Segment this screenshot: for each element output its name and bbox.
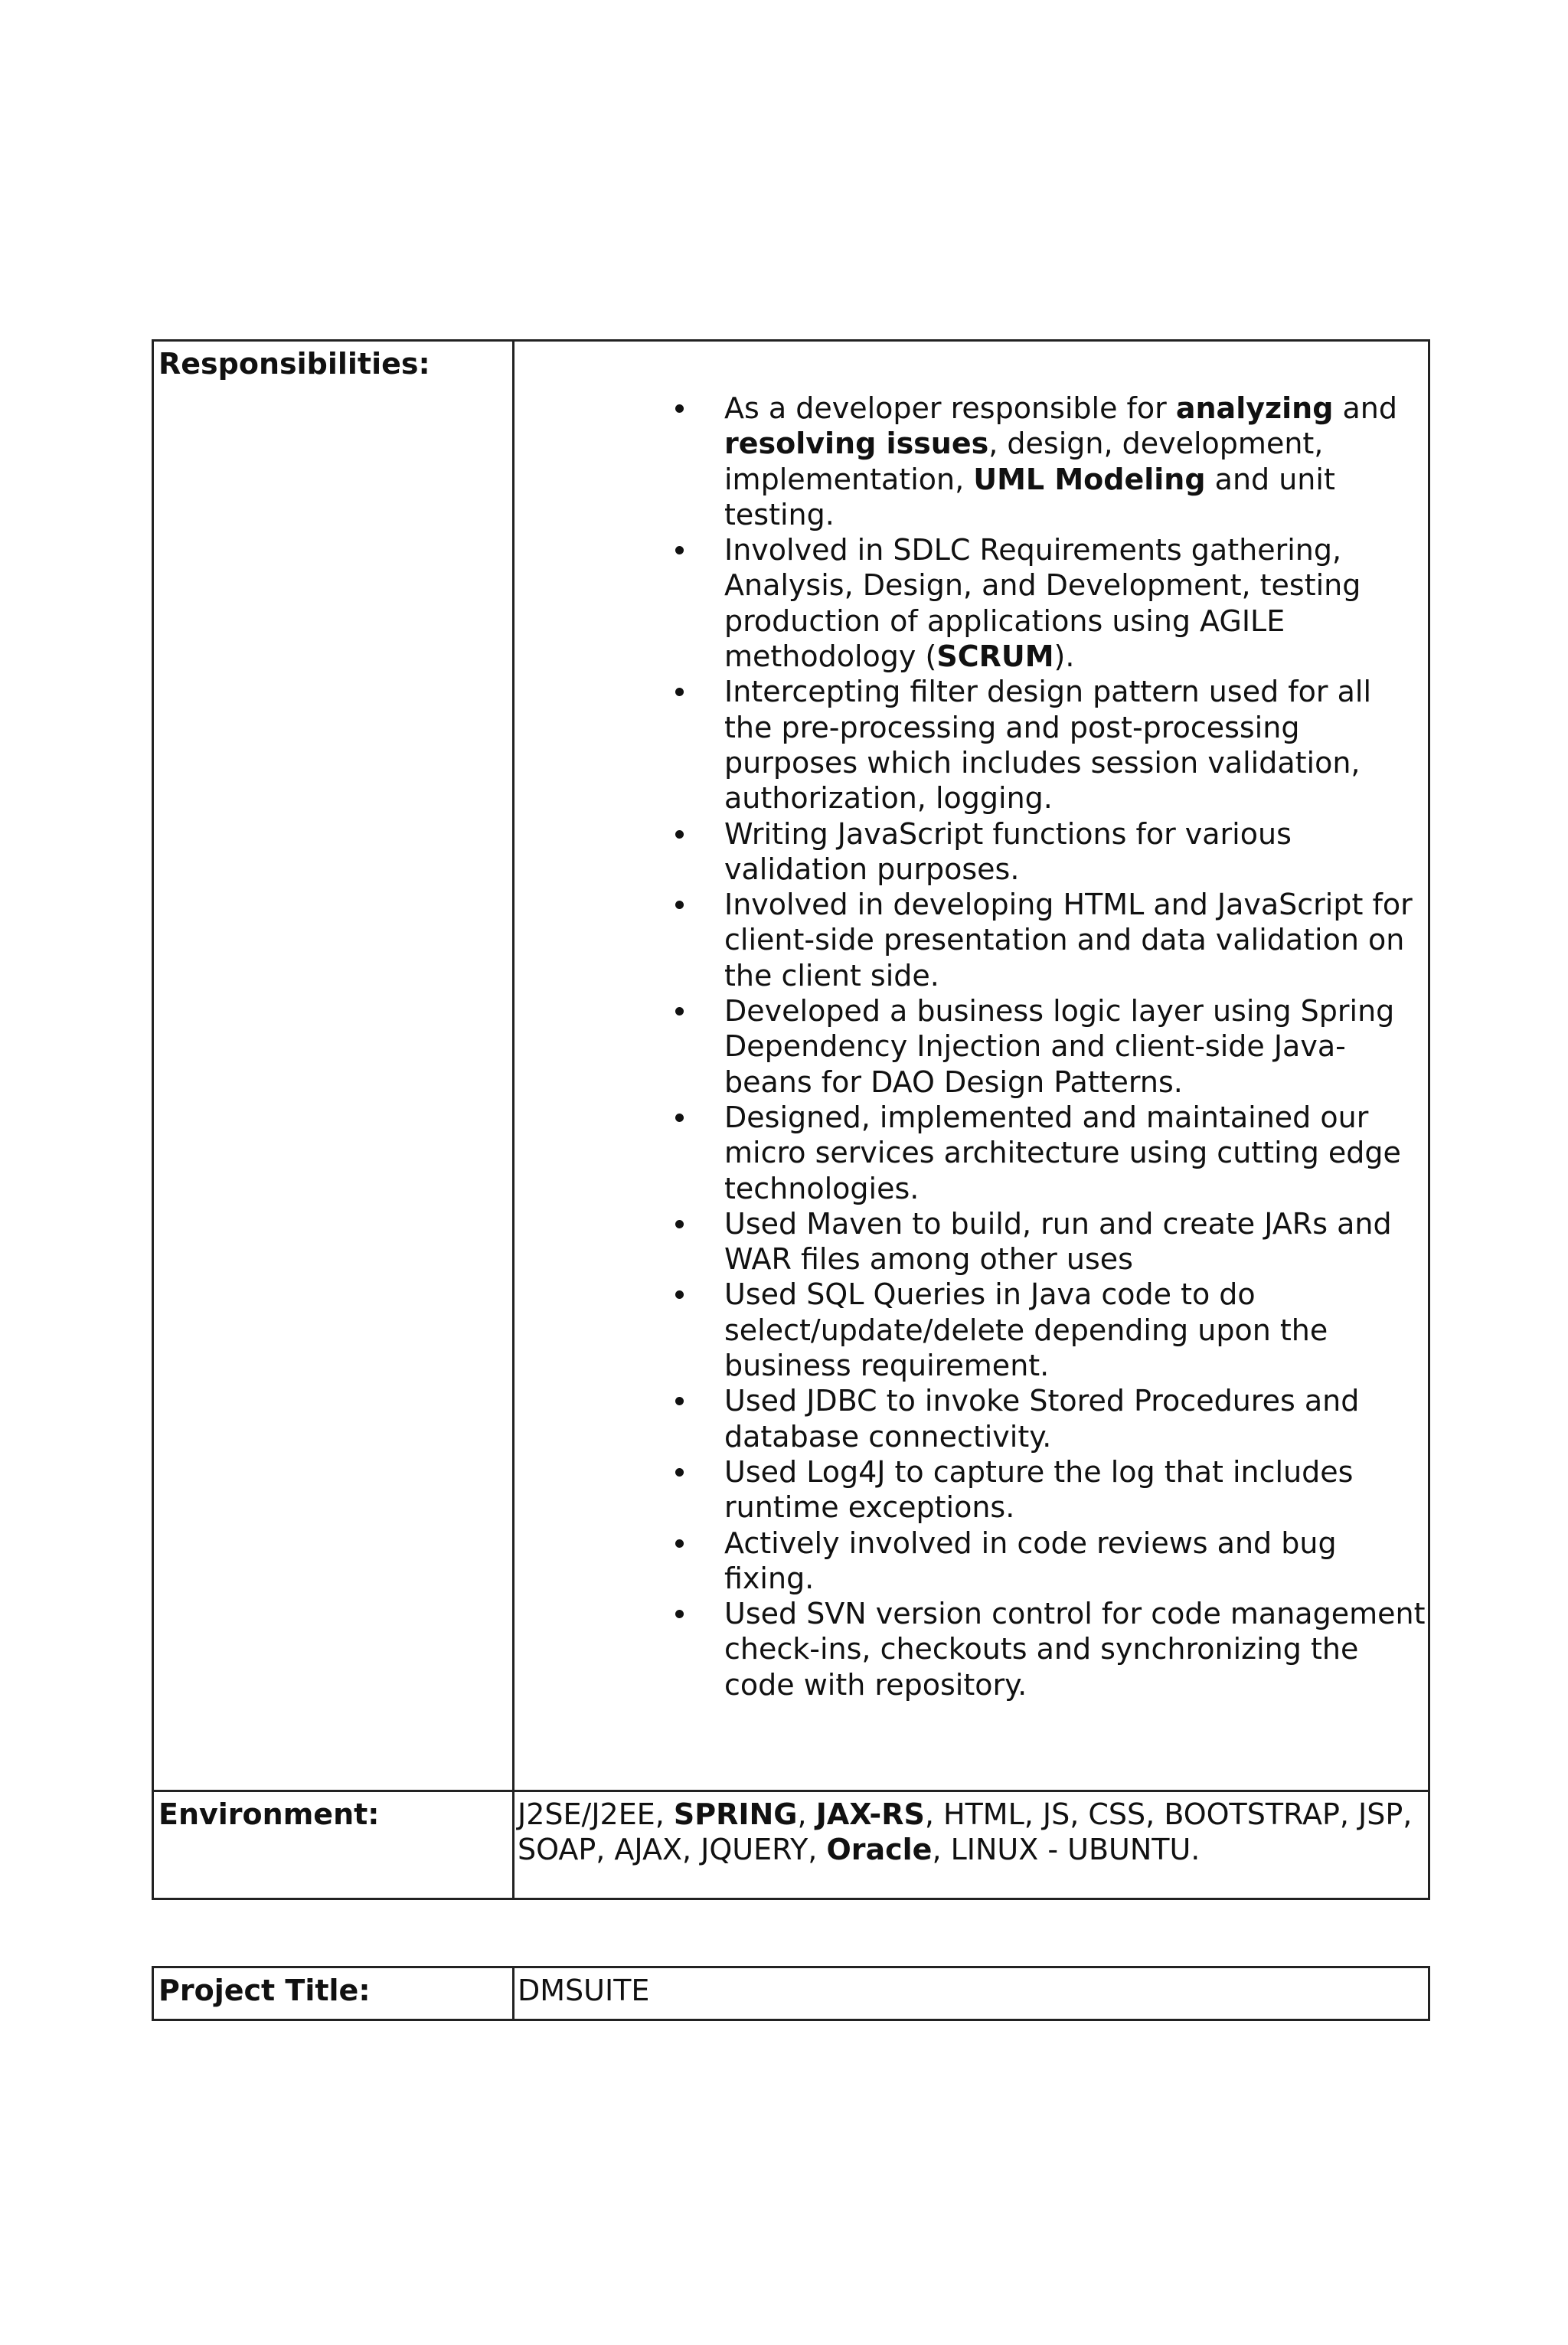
text-segment: , <box>797 1797 816 1831</box>
bullet-icon <box>675 1468 684 1477</box>
bold-text: JAX-RS <box>815 1797 925 1831</box>
bullet-icon <box>675 1114 684 1122</box>
text-segment: Intercepting filter design pattern used for all the pre-processing and post-processing purposes which includes session validation, authorization, logging. <box>724 675 1371 816</box>
responsibilities-cell <box>514 341 1429 1791</box>
text-segment: Designed, implemented and maintained our micro services architecture using cutting edge technologies. <box>724 1100 1401 1205</box>
text-segment: Used SVN version control for code management check-ins, checkouts and synchronizing the code with repository. <box>724 1597 1426 1702</box>
text-segment: Developed a business logic layer using Spring Dependency Injection and client-side Java-beans for DAO Design Patterns. <box>724 994 1395 1099</box>
responsibility-item <box>675 1206 1428 1277</box>
responsibility-item <box>675 532 1428 674</box>
text-segment: Used SQL Queries in Java code to do select/update/delete depending upon the business requirement. <box>724 1277 1328 1383</box>
bullet-icon <box>675 1220 684 1228</box>
bullet-icon <box>675 404 684 413</box>
bold-text: SCRUM <box>936 639 1054 674</box>
bold-text: SPRING <box>673 1797 798 1831</box>
responsibility-item <box>675 391 1428 532</box>
text-segment: Used Log4J to capture the log that includes runtime exceptions. <box>724 1454 1354 1525</box>
responsibility-item <box>675 993 1428 1100</box>
responsibility-item <box>675 1526 1428 1597</box>
text-segment: , HTML, JS, CSS, BOOTSTRAP, JSP, SOAP, AJAX, JQUERY, <box>518 1797 1413 1866</box>
bullet-icon <box>675 688 684 696</box>
bold-text: analyzing <box>1175 391 1334 425</box>
responsibility-item <box>675 1277 1428 1383</box>
text-segment: , LINUX - UBUNTU. <box>932 1833 1200 1866</box>
environment-row <box>153 1791 1429 1899</box>
responsibility-item <box>675 1383 1428 1454</box>
bullet-icon <box>675 1290 684 1299</box>
bold-text: UML Modeling <box>973 462 1206 496</box>
project-table <box>152 1966 1430 2021</box>
bullet-icon <box>675 830 684 839</box>
responsibility-item <box>675 887 1428 993</box>
details-table <box>152 339 1430 1900</box>
responsibilities-label: Responsibilities: <box>153 341 514 1791</box>
project-title-row <box>153 1967 1429 2020</box>
responsibility-item <box>675 1454 1428 1526</box>
responsibility-item <box>675 1596 1428 1702</box>
responsibility-item <box>675 816 1428 888</box>
project-title-value: DMSUITE <box>514 1967 1429 2020</box>
responsibility-item <box>675 674 1428 816</box>
bold-text: resolving issues <box>724 427 989 461</box>
bullet-icon <box>675 546 684 554</box>
environment-label: Environment: <box>153 1791 514 1899</box>
text-segment: As a developer responsible for <box>724 391 1176 425</box>
responsibility-item <box>675 1100 1428 1206</box>
text-segment: Used Maven to build, run and create JARs and WAR files among other uses <box>724 1206 1392 1277</box>
bold-text: Oracle <box>826 1833 933 1866</box>
text-segment: Involved in developing HTML and JavaScript for client-side presentation and data validation on the client side. <box>724 888 1413 993</box>
bullet-icon <box>675 901 684 909</box>
text-segment: Used JDBC to invoke Stored Procedures and database connectivity. <box>724 1384 1360 1454</box>
responsibilities-list <box>518 391 1428 1702</box>
project-title-label: Project Title: <box>153 1967 514 2020</box>
text-segment: J2SE/J2EE, <box>518 1797 674 1831</box>
text-segment: Involved in SDLC Requirements gathering, Analysis, Design, and Development, testing production of applications using AGILE methodology ( <box>724 533 1361 674</box>
bullet-icon <box>675 1539 684 1548</box>
text-segment: and unit testing. <box>724 462 1335 531</box>
text-segment: Writing JavaScript functions for various validation purposes. <box>724 816 1292 886</box>
responsibilities-row <box>153 341 1429 1791</box>
text-segment: Actively involved in code reviews and bug fixing. <box>724 1526 1337 1595</box>
bullet-icon <box>675 1610 684 1618</box>
bullet-icon <box>675 1007 684 1016</box>
text-segment: ). <box>1054 639 1075 674</box>
environment-value <box>514 1791 1429 1899</box>
text-segment: , design, development, implementation, <box>724 427 1324 496</box>
text-segment: and <box>1333 391 1397 425</box>
bullet-icon <box>675 1397 684 1405</box>
